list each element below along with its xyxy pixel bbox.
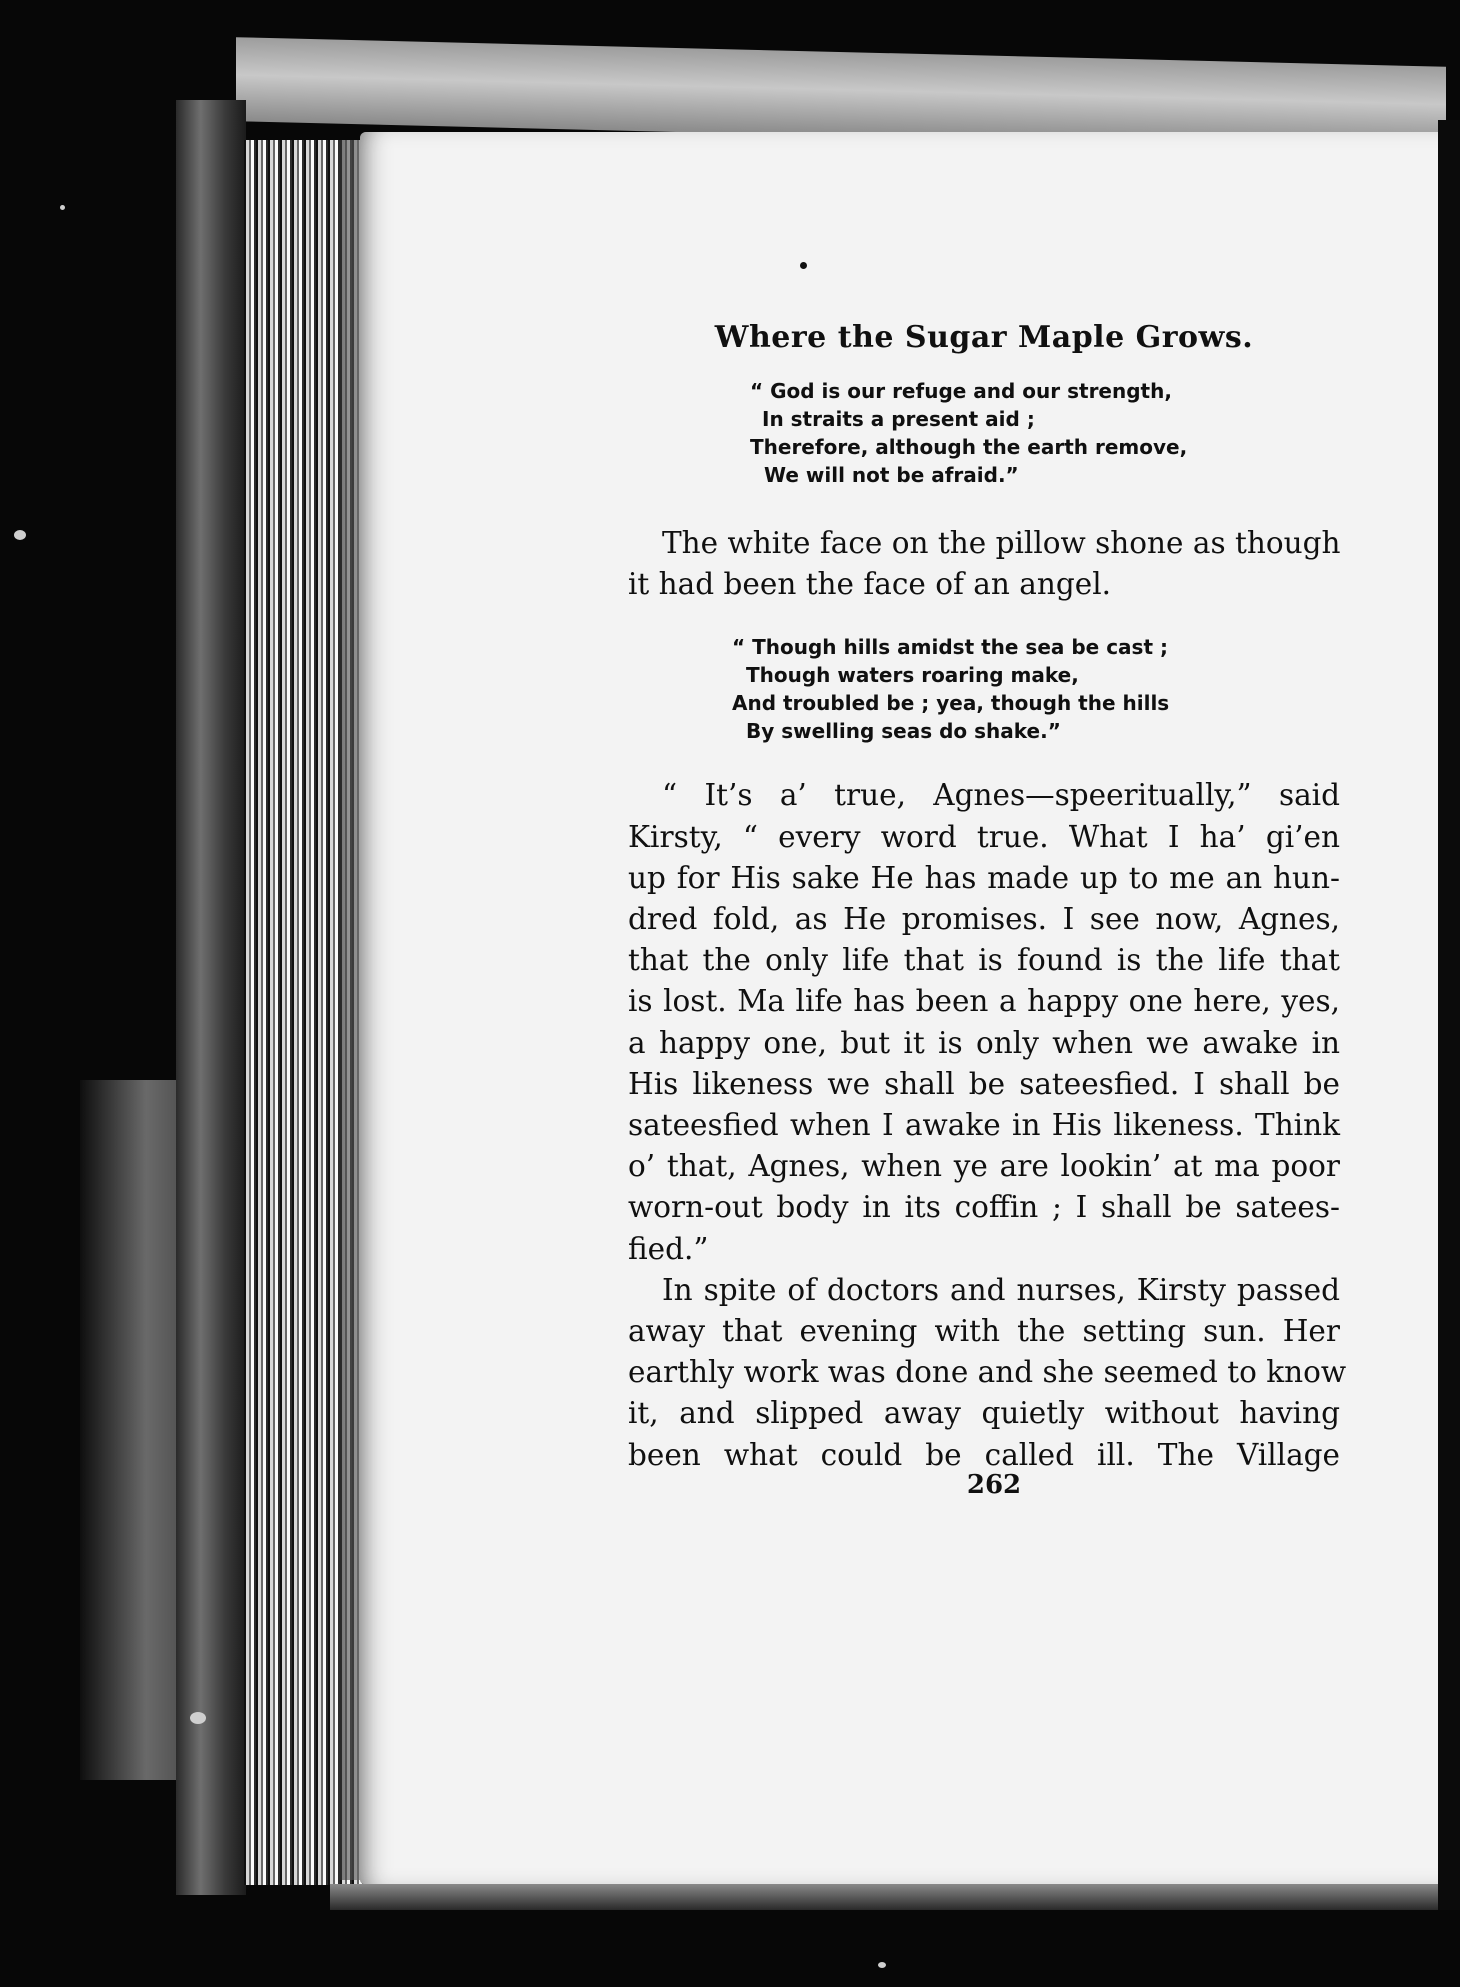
- verse-line: Though waters roaring make,: [746, 663, 1079, 688]
- text-line: Kirsty, “ every word true. What I ha’ gi’en: [628, 819, 1340, 854]
- text-line: His likeness we shall be sateesfied. I shall be: [628, 1066, 1340, 1101]
- page-content: [628, 320, 1347, 1500]
- text-line: o’ that, Agnes, when ye are lookin’ at ma poor: [628, 1149, 1340, 1184]
- verse-quote-1: [750, 377, 1340, 489]
- text-line: In spite of doctors and nurses, Kirsty passed: [662, 1272, 1340, 1307]
- text-line: “ It’s a’ true, Agnes—speeritually,” said: [662, 778, 1340, 813]
- text-line: away that evening with the setting sun. Her: [628, 1314, 1340, 1349]
- paragraph-2: [628, 775, 1340, 1269]
- text-line: The white face on the pillow shone as though: [662, 526, 1341, 560]
- text-line: it, and slipped away quietly without having: [628, 1396, 1340, 1431]
- text-line: sateesfied when I awake in His likeness. Think: [628, 1108, 1340, 1143]
- text-line: is lost. Ma life has been a happy one here, yes,: [628, 984, 1340, 1019]
- book-spine: [176, 100, 246, 1895]
- paragraph-1: [628, 523, 1340, 605]
- verse-line: Therefore, although the earth remove,: [750, 435, 1188, 459]
- dust-speck: [878, 1962, 886, 1968]
- verse-line: We will not be afraid.”: [764, 463, 1019, 487]
- verse-line: “ Though hills amidst the sea be cast ;: [732, 635, 1168, 660]
- text-line: fied.”: [628, 1231, 709, 1266]
- dust-speck: [190, 1712, 206, 1724]
- verse-line: By swelling seas do shake.”: [746, 719, 1061, 744]
- page-number: 262: [966, 1469, 1022, 1500]
- paragraph-3: [628, 1270, 1347, 1476]
- dust-speck: [14, 530, 26, 540]
- text-line: been what could be called ill. The Village: [628, 1437, 1340, 1472]
- page-bottom-edge: [330, 1884, 1440, 1910]
- verse-line: “ God is our refuge and our strength,: [750, 379, 1172, 403]
- verse-line: In straits a present aid ;: [762, 407, 1035, 431]
- text-line: a happy one, but it is only when we awake in: [628, 1025, 1340, 1060]
- text-line: up for His sake He has made up to me an hun-: [628, 860, 1340, 895]
- text-line: it had been the face of an angel.: [628, 567, 1112, 602]
- running-heading: Where the Sugar Maple Grows.: [714, 320, 1254, 355]
- verse-line: And troubled be ; yea, though the hills: [732, 691, 1170, 716]
- text-line: dred fold, as He promises. I see now, Agnes,: [628, 902, 1340, 937]
- dust-speck: [60, 205, 65, 210]
- text-line: worn-out body in its coffin ; I shall be satees-: [628, 1190, 1340, 1225]
- scan-right-border: [1438, 120, 1460, 1910]
- text-line: earthly work was done and she seemed to know: [628, 1355, 1347, 1390]
- printer-mark: [800, 262, 807, 269]
- verse-quote-2: [732, 633, 1340, 745]
- text-line: that the only life that is found is the life that: [628, 943, 1340, 978]
